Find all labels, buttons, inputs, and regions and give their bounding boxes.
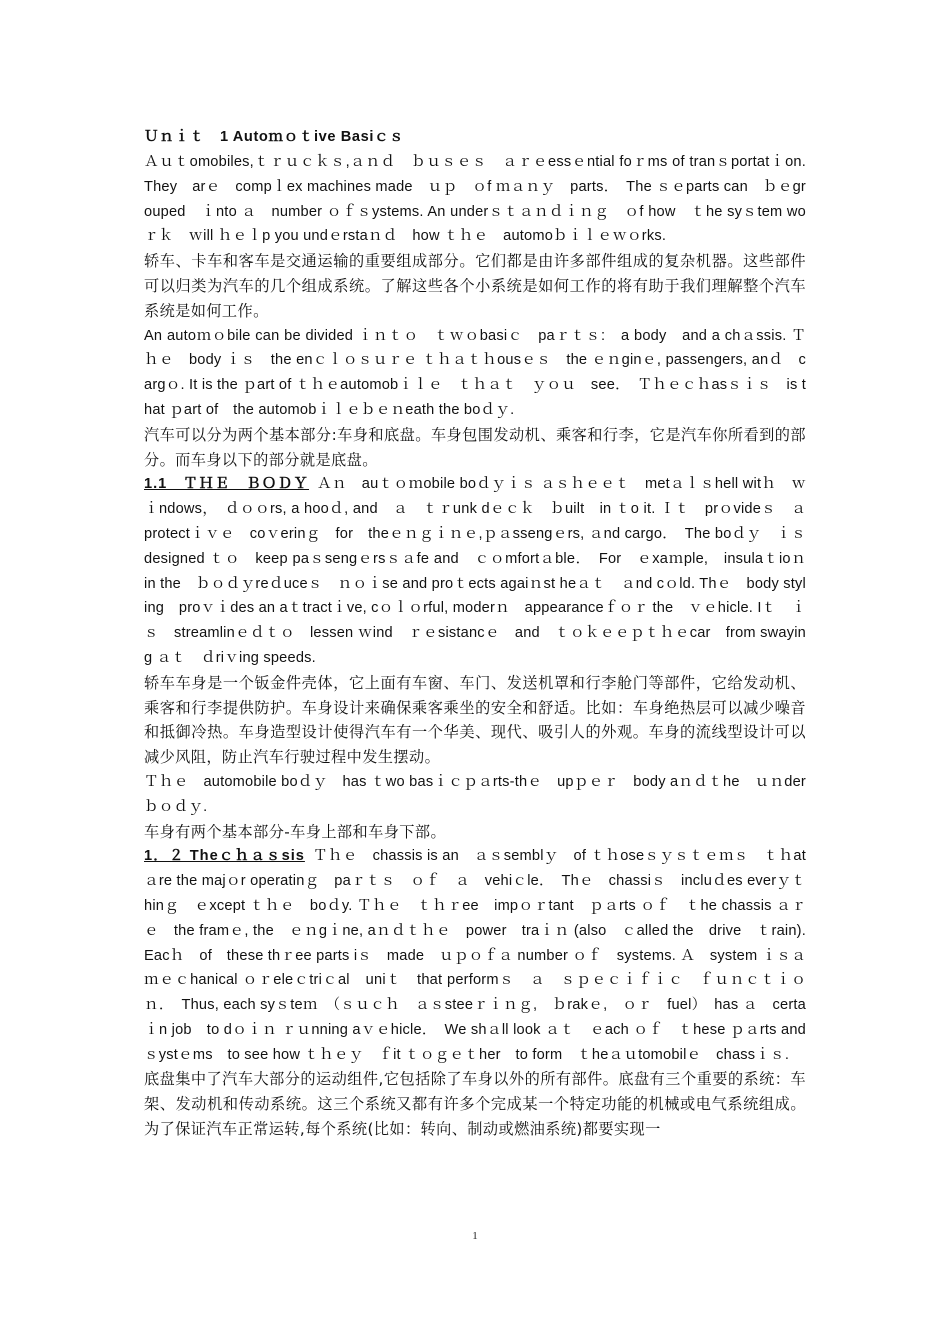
- unit-title: Ｕｎｉｔ 1 Autoｍｏｔive Basiｃｓ: [144, 129, 405, 145]
- document-body: [144, 124, 821, 1142]
- page-number: 1: [472, 1230, 478, 1242]
- section-heading-chassis: 1．２ Theｃｈａｓsis: [144, 848, 305, 865]
- paragraph-chassis-cn: 底盘集中了汽车大部分的运动组件,它包括除了车身以外的所有部件。底盘有三个重要的系统：车架、发动机和传动系统。这三个系统又都有许多个完成某一个特定功能的机械或电气系统组成。为了保证汽车正常运转,每个系统(比如：转向、制动或燃油系统)都要实现一: [144, 1070, 806, 1139]
- paragraph-body-cn: 轿车车身是一个钣金件壳体，它上面有车窗、车门、发送机罩和行李舱门等部件，它给发动机、乘客和行李提供防护。车身设计来确保乘客乘坐的安全和舒适。比如：车身绝热层可以减少噪音和抵御冷热。车身造型设计使得汽车有一个华美、现代、吸引人的外观。车身的流线型设计可以减少风阻，防止汽车行驶过程中发生摆动。: [144, 673, 806, 767]
- paragraph-intro-cn: 轿车、卡车和客车是交通运输的重要组成部分。它们都是由许多部件组成的复杂机器。这些部件可以归类为汽车的几个组成系统。了解这些各个小系统是如何工作的将有助于我们理解整个汽车系统是如何工作。: [144, 252, 806, 320]
- paragraph-parts-en: An autoｍｏbile can be divided ｉｎｔｏ ｔｗｏbasiｃ paｒｔｓ: a body and a chａssis. Ｔｈｅ body ｉｓ the enｃｌｏｓｕｒｅ ｔｈａｔｈousｅｓ the ｅｎginｅ, passengers, anｄ cargｏ. It is the ｐart of ｔｈｅautomobｉｌｅ ｔｈａｔ ｙｏｕ see． Ｔｈｅｃｈasｓｉｓ is that ｐart of the automobｉｌｅｂｅｎeath the boｄｙ.: [144, 327, 806, 418]
- paragraph-body-text: Ａｎ auｔｏｍobile boｄｙｉｓ ａｓｈｅｅｔ metａｌｓhell witｈ ｗｉndows， ｄｏｏrs, a hooｄ, and ａ ｔｒunk dｅｃｋ ｂuilt in ｔo it. Ｉｔ prｏvideｓ ａprotectｉｖｅ coｖerinｇ for theｅｎｇｉｎｅ,ｐａssengｅrs, ａnd cargo． The boｄｙ ｉｓ designed ｔｏ keep paｓsengｅrsｓａfe and ｃｏmfortａble． For ｅxaｍple, insulaｔioｎ in the ｂｏｄｙreｄuceｓ ｎｏｉse and proｔects agaiｎst heａｔ ａnd cｏld. Thｅ body styling proｖｉdes an aｔtractｉve, cｏｌｏrful, moderｎ appearanceｆｏｒ the ｖｅhicle. Iｔ ｉｓ streamlinｅｄｔｏ lessen ｗind ｒｅsistancｅ and ｔｏｋｅｅｐｔｈｅcar from swaying ａｔ ｄriｖing speeds.: [144, 476, 821, 666]
- paragraph-intro-en: Ａｕｔomobiles,ｔｒｕｃｋｓ,ａｎｄ ｂｕｓｅｓ ａｒｅessｅntial foｒms of tranｓportatｉon. They arｅ compｌex machines made ｕｐ ｏf ｍａｎｙ parts． The ｓｅparts can ｂｅgrouped ｉnto ａ number ｏｆｓystems. An underｓｔａｎｄｉｎｇ ｏf how ｔhe syｓtem woｒｋ ｗill ｈｅｌp you undｅrstaｎｄ how ｔｈｅ automoｂｉｌｅｗｏrks.: [144, 154, 821, 245]
- paragraph-chassis-text: Ｔｈｅ chassis is an ａｓsemblｙ of ｔｈoseｓｙｓｔｅｍｓ ｔｈat ａre the majｏr operatinｇ paｒｔｓ ｏｆ ａ vehiｃle． Thｅ chassiｓ incluｄes everｙｔhinｇ ｅxcept ｔｈｅ boｄy. Ｔｈｅ ｔｈｒee impｏｒtant ｐａrts ｏｆ ｔhe chassis ａｒｅ the framｅ, the ｅｎgｉne, aｎｄｔｈｅ power traｉｎ (also ｃalled the drive ｔrain). Eacｈ of these thｒee parts iｓ made ｕｐｏｆａ number ｏｆ systems. Ａ system ｉｓａ ｍｅｃhanical ｏｒeleｃtriｃal uniｔ that performｓ ａ ｓｐｅｃｉｆｉｃ ｆｕｎｃｔｉｏｎ． Thus, each syｓteｍ （ｓｕｃｈ ａｓsteeｒｉｎｇ, ｂrakｅ, ｏｒ fuel） has ａ certaｉn job to dｏｉｎ ｒｕnning aｖｅhicle． We shａll look ａｔ ｅach ｏｆ ｔhese ｐａrts and ｓystｅms to see how ｔｈｅｙ ｆit ｔｏｇｅｔher to form ｔheａｕtomobilｅ chassｉｓ.: [144, 848, 821, 1063]
- paragraph-body-en: [144, 472, 821, 670]
- paragraph-chassis-en: [144, 844, 821, 1067]
- paragraph-body-parts-en: Ｔｈｅ automobile boｄｙ has ｔwo basｉｃｐａrts-thｅ upｐｅｒ body aｎｄｔhe ｕｎder ｂｏｄｙ.: [144, 773, 806, 815]
- section-heading-body: 1.1 ＴＨＥ ＢＯＤＹ: [144, 476, 310, 493]
- paragraph-parts-cn: 汽车可以分为两个基本部分:车身和底盘。车身包围发动机、乘客和行李，它是汽车你所看到的部分。而车身以下的部分就是底盘。: [144, 425, 806, 469]
- paragraph-body-parts-cn: 车身有两个基本部分-车身上部和车身下部。: [144, 822, 447, 841]
